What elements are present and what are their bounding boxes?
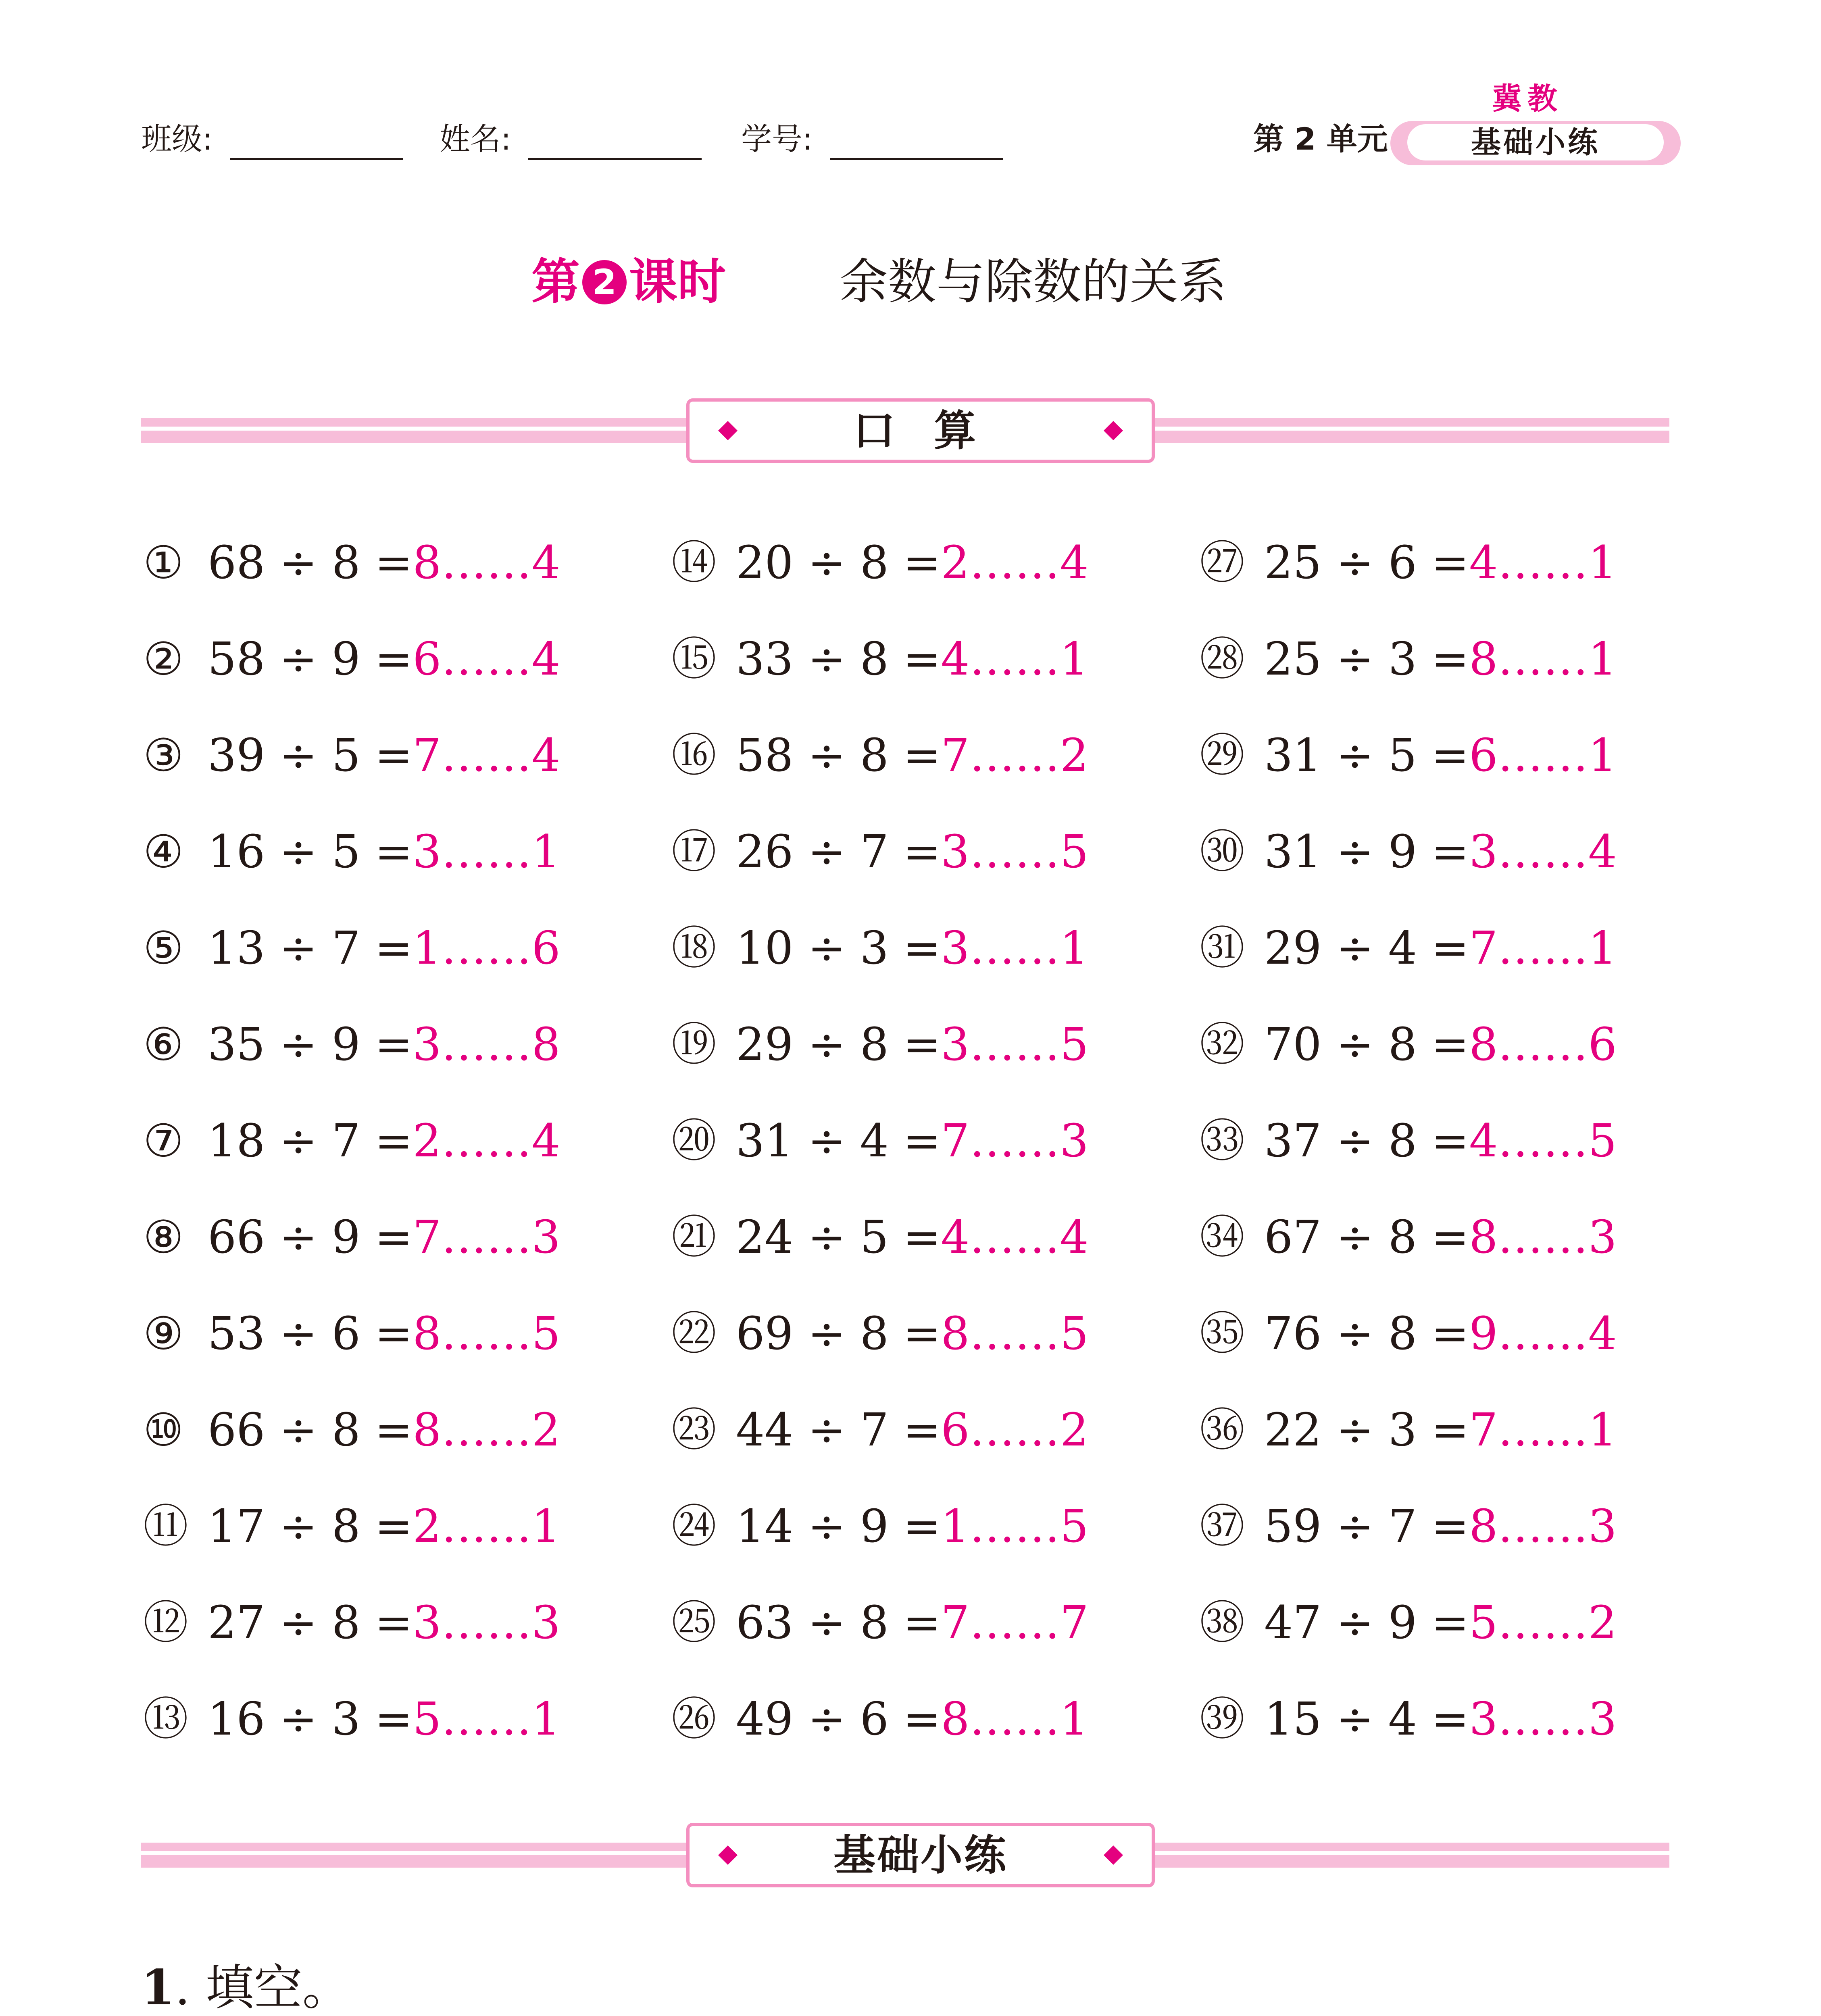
oral-problem <box>671 1093 1089 1189</box>
student-id-blank <box>830 158 1003 160</box>
oral-problem <box>1200 900 1617 996</box>
problem-number: ⑰ <box>671 825 717 878</box>
problem-number: ⑮ <box>671 633 717 685</box>
oral-problem <box>1200 707 1617 804</box>
problem-number: ㉜ <box>1200 1018 1245 1071</box>
lesson-number-badge: 2 <box>582 260 627 304</box>
problem-answer: 5……1 <box>413 1693 560 1745</box>
problem-answer: 8……1 <box>1469 633 1617 685</box>
problem-expression: 66 ÷ 9 = <box>208 1211 413 1264</box>
problem-answer: 7……3 <box>941 1114 1089 1167</box>
oral-section-title: 口 算 <box>853 406 988 455</box>
problem-number: ⑭ <box>671 536 717 589</box>
problem-number: ㉖ <box>671 1693 717 1745</box>
problem-answer: 3……1 <box>941 922 1089 975</box>
problem-expression: 63 ÷ 8 = <box>736 1596 941 1649</box>
problem-number: ⑨ <box>143 1307 184 1360</box>
problem-expression: 66 ÷ 8 = <box>208 1404 413 1456</box>
problem-answer: 8……5 <box>413 1307 560 1360</box>
publisher-label: 冀教 <box>1492 81 1563 116</box>
problem-number: ⑲ <box>671 1018 717 1071</box>
problem-expression: 49 ÷ 6 = <box>736 1693 941 1745</box>
problem-expression: 20 ÷ 8 = <box>736 536 941 589</box>
problem-number: ⑳ <box>671 1114 717 1167</box>
problem-expression: 16 ÷ 3 = <box>208 1693 413 1745</box>
problem-answer: 8……2 <box>413 1404 560 1456</box>
problem-number: ㉒ <box>671 1307 717 1360</box>
problem-answer: 8……3 <box>1469 1500 1617 1553</box>
oral-problem <box>143 1382 560 1478</box>
lesson-prefix: 第 <box>531 254 580 310</box>
oral-problem <box>143 514 560 611</box>
oral-problem <box>143 1093 560 1189</box>
problem-expression: 25 ÷ 6 = <box>1264 536 1469 589</box>
problem-answer: 3……5 <box>941 1018 1089 1071</box>
problem-answer: 2……1 <box>413 1500 560 1553</box>
problem-expression: 22 ÷ 3 = <box>1264 1404 1469 1456</box>
problem-answer: 7……1 <box>1469 1404 1617 1456</box>
oral-problem <box>1200 996 1617 1093</box>
problem-answer: 2……4 <box>941 536 1089 589</box>
problem-answer: 3……8 <box>413 1018 560 1071</box>
problem-expression: 24 ÷ 5 = <box>736 1211 941 1264</box>
problem-expression: 31 ÷ 5 = <box>1264 729 1469 782</box>
problem-number: ⑥ <box>143 1018 184 1071</box>
problem-expression: 76 ÷ 8 = <box>1264 1307 1469 1360</box>
problem-answer: 7……1 <box>1469 922 1617 975</box>
problem-answer: 7……7 <box>941 1596 1089 1649</box>
problem-expression: 44 ÷ 7 = <box>736 1404 941 1456</box>
problem-expression: 25 ÷ 3 = <box>1264 633 1469 685</box>
lesson-title: 余数与除数的关系 <box>840 254 1227 310</box>
question-1-heading <box>141 1956 351 2016</box>
oral-problem <box>671 514 1089 611</box>
problem-expression: 29 ÷ 8 = <box>736 1018 941 1071</box>
problem-expression: 10 ÷ 3 = <box>736 922 941 975</box>
oral-column-1 <box>143 514 560 1767</box>
oral-problem <box>671 1382 1089 1478</box>
problem-number: ㉑ <box>671 1211 717 1264</box>
problem-answer: 4……4 <box>941 1211 1089 1264</box>
problem-number: ⑬ <box>143 1693 188 1745</box>
problem-number: ⑤ <box>143 922 184 975</box>
problem-number: ㊴ <box>1200 1693 1245 1745</box>
practice-section-title: 基础小练 <box>833 1831 1008 1880</box>
problem-answer: 3……3 <box>413 1596 560 1649</box>
problem-answer: 7……3 <box>413 1211 560 1264</box>
problem-answer: 7……2 <box>941 729 1089 782</box>
problem-answer: 5……2 <box>1469 1596 1617 1649</box>
oral-problem <box>143 900 560 996</box>
problem-number: ⑧ <box>143 1211 184 1264</box>
problem-number: ㉛ <box>1200 922 1245 975</box>
problem-number: ⑱ <box>671 922 717 975</box>
problem-expression: 26 ÷ 7 = <box>736 825 941 878</box>
oral-problem <box>1200 611 1617 707</box>
problem-expression: 70 ÷ 8 = <box>1264 1018 1469 1071</box>
oral-problem <box>671 1285 1089 1382</box>
oral-problem <box>1200 804 1617 900</box>
question-1-text: . 填空。 <box>175 1960 351 2016</box>
oral-problem <box>671 996 1089 1093</box>
problem-answer: 2……4 <box>413 1114 560 1167</box>
problem-answer: 3……3 <box>1469 1693 1617 1745</box>
problem-number: ㉝ <box>1200 1114 1245 1167</box>
problem-number: ⑫ <box>143 1596 188 1649</box>
problem-answer: 3……5 <box>941 825 1089 878</box>
problem-expression: 58 ÷ 9 = <box>208 633 413 685</box>
problem-expression: 14 ÷ 9 = <box>736 1500 941 1553</box>
problem-answer: 7……4 <box>413 729 560 782</box>
problem-number: ㉞ <box>1200 1211 1245 1264</box>
problem-number: ㊳ <box>1200 1596 1245 1649</box>
problem-answer: 8……1 <box>941 1693 1089 1745</box>
problem-number: ⑩ <box>143 1404 184 1456</box>
problem-number: ㉙ <box>1200 729 1245 782</box>
problem-answer: 9……4 <box>1469 1307 1617 1360</box>
problem-number: ① <box>143 536 184 589</box>
problem-number: ㉕ <box>671 1596 717 1649</box>
problem-expression: 47 ÷ 9 = <box>1264 1596 1469 1649</box>
problem-number: ㉚ <box>1200 825 1245 878</box>
oral-problem <box>143 611 560 707</box>
oral-problem <box>143 804 560 900</box>
problem-expression: 37 ÷ 8 = <box>1264 1114 1469 1167</box>
problem-answer: 6……2 <box>941 1404 1089 1456</box>
oral-problem <box>143 1189 560 1285</box>
problem-number: ㉓ <box>671 1404 717 1456</box>
oral-problem <box>671 1574 1089 1671</box>
problem-answer: 8……5 <box>941 1307 1089 1360</box>
oral-problem <box>143 1285 560 1382</box>
problem-expression: 35 ÷ 9 = <box>208 1018 413 1071</box>
problem-answer: 6……1 <box>1469 729 1617 782</box>
oral-column-2 <box>671 514 1089 1767</box>
oral-problem <box>143 1478 560 1574</box>
oral-problem <box>671 1671 1089 1767</box>
problem-expression: 17 ÷ 8 = <box>208 1500 413 1553</box>
problem-expression: 69 ÷ 8 = <box>736 1307 941 1360</box>
problem-expression: 31 ÷ 4 = <box>736 1114 941 1167</box>
problem-answer: 3……4 <box>1469 825 1617 878</box>
problem-expression: 27 ÷ 8 = <box>208 1596 413 1649</box>
problem-expression: 39 ÷ 5 = <box>208 729 413 782</box>
problem-answer: 6……4 <box>413 633 560 685</box>
oral-problem <box>1200 1382 1617 1478</box>
problem-expression: 67 ÷ 8 = <box>1264 1211 1469 1264</box>
name-label: 姓名: <box>440 121 511 157</box>
problem-answer: 1……5 <box>941 1500 1089 1553</box>
oral-problem <box>1200 1671 1617 1767</box>
problem-expression: 33 ÷ 8 = <box>736 633 941 685</box>
problem-expression: 59 ÷ 7 = <box>1264 1500 1469 1553</box>
oral-problem <box>1200 1478 1617 1574</box>
problem-number: ㉗ <box>1200 536 1245 589</box>
problem-number: ㊲ <box>1200 1500 1245 1553</box>
oral-problem <box>1200 1285 1617 1382</box>
question-1-number: 1 <box>141 1959 175 2016</box>
student-id-label: 学号: <box>741 121 813 157</box>
oral-problem <box>1200 1574 1617 1671</box>
problem-answer: 1……6 <box>413 922 560 975</box>
problem-number: ㊱ <box>1200 1404 1245 1456</box>
class-label: 班级: <box>141 121 213 157</box>
problem-number: ⑪ <box>143 1500 188 1553</box>
problem-answer: 4……1 <box>1469 536 1617 589</box>
oral-problem <box>143 1574 560 1671</box>
oral-column-3 <box>1200 514 1617 1767</box>
problem-number: ③ <box>143 729 184 782</box>
problem-expression: 18 ÷ 7 = <box>208 1114 413 1167</box>
problem-expression: 68 ÷ 8 = <box>208 536 413 589</box>
problem-answer: 4……5 <box>1469 1114 1617 1167</box>
problem-expression: 58 ÷ 8 = <box>736 729 941 782</box>
oral-problem <box>1200 1093 1617 1189</box>
problem-number: ④ <box>143 825 184 878</box>
oral-problem <box>143 707 560 804</box>
problem-number: ⑦ <box>143 1114 184 1167</box>
oral-problem <box>671 1189 1089 1285</box>
class-blank <box>230 158 403 160</box>
lesson-label <box>531 250 726 314</box>
problem-expression: 13 ÷ 7 = <box>208 922 413 975</box>
problem-answer: 8……4 <box>413 536 560 589</box>
problem-answer: 8……6 <box>1469 1018 1617 1071</box>
oral-problem <box>1200 514 1617 611</box>
problem-expression: 53 ÷ 6 = <box>208 1307 413 1360</box>
oral-problem <box>1200 1189 1617 1285</box>
problem-answer: 4……1 <box>941 633 1089 685</box>
problem-number: ㉘ <box>1200 633 1245 685</box>
series-label: 基础小练 <box>1471 125 1600 160</box>
problem-expression: 16 ÷ 5 = <box>208 825 413 878</box>
oral-problem <box>671 707 1089 804</box>
problem-expression: 29 ÷ 4 = <box>1264 922 1469 975</box>
oral-problem <box>143 996 560 1093</box>
unit-label: 第 2 单元 <box>1253 121 1388 157</box>
problem-answer: 3……1 <box>413 825 560 878</box>
problem-answer: 8……3 <box>1469 1211 1617 1264</box>
oral-problem <box>671 611 1089 707</box>
name-blank <box>528 158 702 160</box>
oral-problem <box>671 900 1089 996</box>
problem-expression: 15 ÷ 4 = <box>1264 1693 1469 1745</box>
problem-number: ⑯ <box>671 729 717 782</box>
problem-number: ② <box>143 633 184 685</box>
problem-expression: 31 ÷ 9 = <box>1264 825 1469 878</box>
problem-number: ㉔ <box>671 1500 717 1553</box>
oral-problem <box>671 804 1089 900</box>
problem-number: ㉟ <box>1200 1307 1245 1360</box>
oral-problem <box>671 1478 1089 1574</box>
lesson-suffix: 课时 <box>629 254 726 310</box>
oral-problem <box>143 1671 560 1767</box>
